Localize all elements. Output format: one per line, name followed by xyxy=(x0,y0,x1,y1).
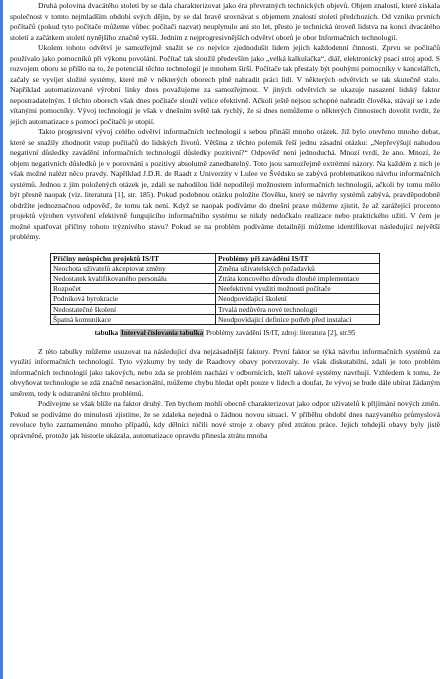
table-row xyxy=(51,263,380,273)
caption-field-highlight[interactable]: Interval číslovania tabulka xyxy=(120,328,204,337)
table-cell: Nedostatek kvalifikovaného personálu xyxy=(51,273,216,283)
caption-prefix: tabulka xyxy=(94,328,119,337)
table-cell: Neochota uživatelů akceptovat změny xyxy=(51,263,216,273)
paragraph-3: Takto progresivní vývoj celého odvětví informačních technologií s sebou přináší mnoho otázek. Již bylo otevřeno mnoho debat, které se snažily zhodnotit vstup počítačů do lidských životů. Většina z těchto polemik řeší jednu zásadní otázku: „Nepřevýšují nahodou negativní důsledky zavádění informačních technologií důsledky pozitivní?“ Odpověď není jednoduchá. Mnozí tvrdí, že ano. Mnozí, že objem negativních důsledků je v porovnání s pozitivy absolutně zanedbatelný. Toto jsou samozřejmě extrémní názory. Na každém z nich je však možné nalézt něco pravdy. Například J.D.R. de Raadt z Univerzity v Lulee ve Švédsku se zabývá problematikou návrhu informačních systémů. Jednou z jím položených otázek je, zdali se nahodilou lidé nepodílejí možnostem informačních technologií, ačkoli by tomu mělo být přesně naopak (viz. literatura [1], str. 185). Pokud podobnou otázku položíte člověku, který se návrhy systémů zabývá, pravděpodobně obdržíte jednoznačnou odpověď, že tomu tak není. Když se naopak podíváme do dnešní praxe můžeme zjistit, že až zarážející procento projektů výroben vytvoření efektivně fungujícího informačního systému se nikdy nedočkalo realizace nebo praktického užití. V čem je možné spatřovat příčiny tohoto trýznivého stavu? Pokud se na problém podíváme detailněji můžeme identifikovat následující největší problémy. xyxy=(10,127,440,241)
paragraph-1: Druhá polovina dvacátého století by se dala charakterizovat jako éra převratných technických objevů. Objem znalostí, které získala společnost v tomto nejmladším období svých dějin, by se dal hravě srovnávat s objemem znalostí století předchozích. Od vzniku prvních počítačů (pokud tyto počítače můžeme vůbec počítači nazvat) neuplynulo ani sto let, přesto je technická úroveň lidstva na konci dvacátého století a začátkem století nynějšího značně vyšší. Jedním z nejprogresivnějších odvětví oborů je obor Informačních technologií. xyxy=(10,1,440,42)
table-header-cell: Problémy při zavádění IS/IT xyxy=(216,253,380,263)
table-row xyxy=(51,304,380,314)
table-cell: Nedostatečné školení xyxy=(51,304,216,314)
caption-text: Problémy zavádění IS/IT, zdroj: literatura [2], str.95 xyxy=(204,328,356,337)
table-row xyxy=(51,294,380,304)
table-row xyxy=(51,284,380,294)
table-cell: Ztráta koncového důvodu dlouhé implementace xyxy=(216,273,380,283)
table-cell: Podniková byrokracie xyxy=(51,294,216,304)
table-cell: Trvalá nedůvěra nové technologii xyxy=(216,304,380,314)
table-cell: Neodpovídající definice potřeb před instalací xyxy=(216,314,380,324)
problems-table xyxy=(50,253,380,325)
table-row xyxy=(51,273,380,283)
problems-table-wrap xyxy=(50,253,380,325)
table-header-cell: Příčiny neúspěchu projektů IS/IT xyxy=(51,253,216,263)
table-cell: Neefektivní využití možností počítače xyxy=(216,284,380,294)
paragraph-2: Ukolem tohoto odvětví je samozřejmě snažit se co nejvíce zjednodušit lidem jejich každodenní činnosti. Zprvu se počítačů používalo jako pomocníků při výkonu povolání. Počítač tak sloužil především jako „velká kalkulačka“, diář, elektronický psací stroj apod. S rozvojem oboru se přišlo na to, že potenciál těchto technologií je mnohem širší. Počítače tak přestaly být pouhými pomocníky v kancelářích, začaly se vyvíjet složité systémy, které mě v některých oborech plně nahradit práci lidí. V některých odvětvích se tak skutečně stalo. Například automatizované výrobní linky dnes považujeme za samozřejmost. V jiných odvětvích se ukazuje nasazení lidský faktor nepostradatelným. I těchto oborech však dnes počítače slouží velice efektivně. Ačkoli ještě nejsou schopné nahradit člověka, stávají se i zde vítanými pomocníky. Vývoj technologií je však v dnešním světě tak rychlý, že si dnes nemůžeme o některých činnostech dovolit tvrdit, že jejich automatizace s pomocí počítačů je utopií. xyxy=(10,43,440,126)
table-cell: Změna uživatelských požadavků xyxy=(216,263,380,273)
table-cell: Rozpočet xyxy=(51,284,216,294)
table-row xyxy=(51,314,380,324)
table-cell: Neodpovídající školení xyxy=(216,294,380,304)
table-cell: Špatná komunikace xyxy=(51,314,216,324)
paragraph-5: Podívejme se však blíže na faktor druhý. Ten bychom mohli obecně charakterizovat jako odpor uživatelů k přijímání nových změn. Pokud se podíváme do minulosti zjistíme, že se zdaleka nejedná o žádnou novou situaci. V příběhu období dnes nazývaného průmyslová revoluce bylo zaznamenáno mnoho případů, kdy dělníci ničili nové stroje z obavy před ztrátou práce. Jejich tehdejší obavy byly jistě oprávněné, protože jak historie ukázala, automatizace opravdu přinesla ztrátu mnoha xyxy=(10,399,440,440)
table-caption xyxy=(10,329,440,338)
table-header-row xyxy=(51,253,380,263)
paragraph-4: Z této tabulky můžeme usuzovat na následující dva nejzásadnější faktory. První faktor se týká návrhu informačních systémů za využití informačních technologií. Tyto výzkumy by tedy de Raadtovy obavy potvrzovaly. Je však diskutabilní, zdali je toto problém informačních technologií jako takových, nebo zda se problém nachází v odbornících, kteří takové systémy navrhují. Vzhledem k tomu, že obvyňovat technologie se zdá značně nesacionální, můžeme chybu hledat opět pouze v lidech a doufat, že vývoj se bude dále ubírat žádaným směrem, tedy k odstranění těchto problémů. xyxy=(10,346,440,398)
